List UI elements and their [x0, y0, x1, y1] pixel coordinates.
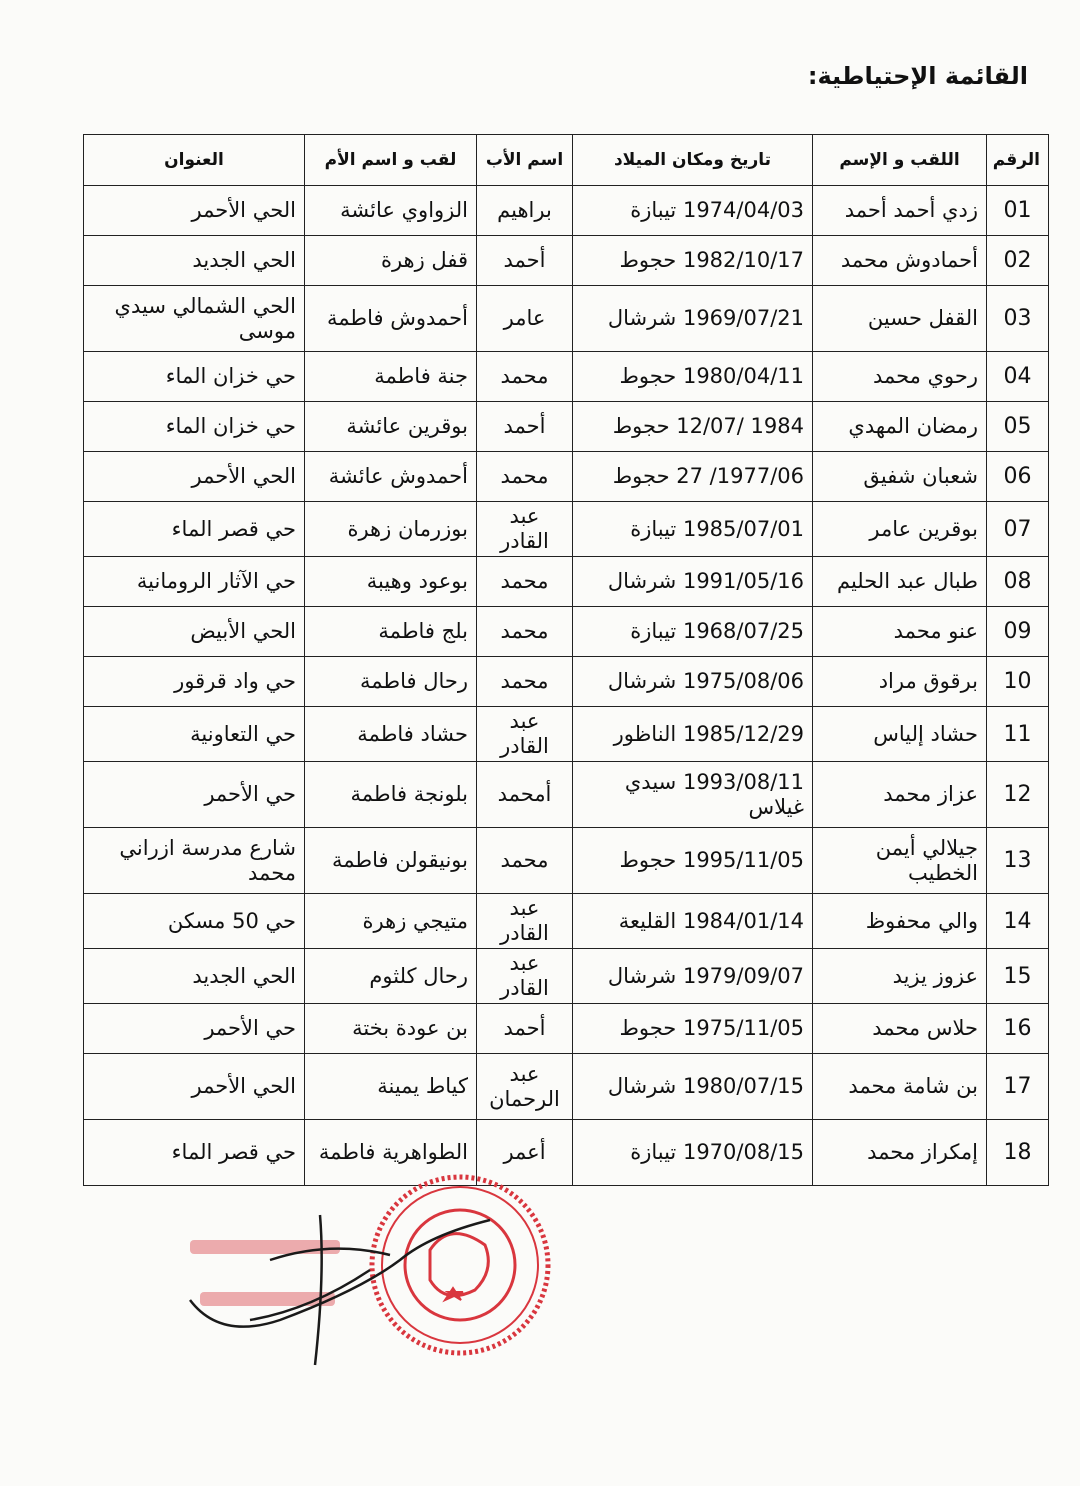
table-row [84, 286, 1049, 352]
birth-date-place: 1974/04/03 تيبازة [573, 186, 813, 236]
table-row [84, 707, 1049, 762]
father-name: أحمد [477, 236, 573, 286]
birth-date-place: 1984 /12/07 حجوط [573, 402, 813, 452]
father-name: محمد [477, 352, 573, 402]
father-name: عبد القادر [477, 949, 573, 1004]
official-seal-icon [372, 1177, 548, 1353]
row-number: 12 [987, 762, 1049, 828]
birth-date-place: 1991/05/16 شرشال [573, 557, 813, 607]
father-name: عبد القادر [477, 707, 573, 762]
address: حي واد قرقور [84, 657, 305, 707]
birth-date-place: 1980/07/15 شرشال [573, 1054, 813, 1120]
table-row [84, 949, 1049, 1004]
row-number: 11 [987, 707, 1049, 762]
mother-name: الزواوي عائشة [305, 186, 477, 236]
birth-date-place: 1993/08/11 سيدي غيلاس [573, 762, 813, 828]
mother-name: قفل زهرة [305, 236, 477, 286]
header-father: اسم الأب [477, 135, 573, 186]
mother-name: بوعود وهيبة [305, 557, 477, 607]
address: حي 50 مسكن [84, 894, 305, 949]
table-row [84, 1054, 1049, 1120]
row-number: 18 [987, 1120, 1049, 1186]
address: حي خزان الماء [84, 402, 305, 452]
birth-date-place: 1984/01/14 القليعة [573, 894, 813, 949]
mother-name: كياط يمينة [305, 1054, 477, 1120]
full-name: عزاز محمد [813, 762, 987, 828]
full-name: رحوي محمد [813, 352, 987, 402]
full-name: والي محفوظ [813, 894, 987, 949]
mother-name: جنة فاطمة [305, 352, 477, 402]
table-row [84, 607, 1049, 657]
father-name: عبد القادر [477, 502, 573, 557]
full-name: زدي أحمد أحمد [813, 186, 987, 236]
table-row [84, 502, 1049, 557]
address: الحي الأحمر [84, 186, 305, 236]
reserve-list-table [83, 134, 1049, 1186]
address: حي الأحمر [84, 1004, 305, 1054]
address: الحي الجديد [84, 236, 305, 286]
full-name: جيلالي أيمن الخطيب [813, 828, 987, 894]
mother-name: بوزرمان زهرة [305, 502, 477, 557]
father-name: محمد [477, 828, 573, 894]
mother-name: حشاد فاطمة [305, 707, 477, 762]
address: الحي الأحمر [84, 452, 305, 502]
birth-date-place: 1968/07/25 تيبازة [573, 607, 813, 657]
row-number: 02 [987, 236, 1049, 286]
full-name: رمضان المهدي [813, 402, 987, 452]
header-birth: تاريخ ومكان الميلاد [573, 135, 813, 186]
row-number: 07 [987, 502, 1049, 557]
full-name: عزوز يزيد [813, 949, 987, 1004]
row-number: 14 [987, 894, 1049, 949]
birth-date-place: 1985/12/29 الناظور [573, 707, 813, 762]
birth-date-place: 1985/07/01 تيبازة [573, 502, 813, 557]
row-number: 06 [987, 452, 1049, 502]
birth-date-place: 1979/09/07 شرشال [573, 949, 813, 1004]
full-name: بن شامة محمد [813, 1054, 987, 1120]
birth-date-place: 1970/08/15 تيبازة [573, 1120, 813, 1186]
father-name: محمد [477, 607, 573, 657]
mother-name: متيجي زهرة [305, 894, 477, 949]
birth-date-place: 1977/06/ 27 حجوط [573, 452, 813, 502]
header-name: اللقب و الإسم [813, 135, 987, 186]
row-number: 15 [987, 949, 1049, 1004]
father-name: محمد [477, 557, 573, 607]
birth-date-place: 1982/10/17 حجوط [573, 236, 813, 286]
row-number: 13 [987, 828, 1049, 894]
father-name: أمحمد [477, 762, 573, 828]
seal-and-signature [170, 1170, 590, 1380]
table-row [84, 894, 1049, 949]
table-row [84, 657, 1049, 707]
row-number: 05 [987, 402, 1049, 452]
father-name: عبد الرحمان [477, 1054, 573, 1120]
full-name: إمكراز محمد [813, 1120, 987, 1186]
address: حي الآثار الرومانية [84, 557, 305, 607]
table-row [84, 1004, 1049, 1054]
birth-date-place: 1995/11/05 حجوط [573, 828, 813, 894]
father-name: أعمر [477, 1120, 573, 1186]
table-row [84, 452, 1049, 502]
father-name: عامر [477, 286, 573, 352]
page-title: القائمة الإحتياطية: [807, 62, 1028, 90]
father-name: أحمد [477, 402, 573, 452]
mother-name: رحال كلثوم [305, 949, 477, 1004]
header-mother: لقب و اسم الأم [305, 135, 477, 186]
address: حي قصر الماء [84, 1120, 305, 1186]
address: الحي الأبيض [84, 607, 305, 657]
row-number: 08 [987, 557, 1049, 607]
mother-name: أحمدوش عائشة [305, 452, 477, 502]
table-row [84, 762, 1049, 828]
father-name: عبد القادر [477, 894, 573, 949]
address: حي التعاونية [84, 707, 305, 762]
address: حي الأحمر [84, 762, 305, 828]
mother-name: رحال فاطمة [305, 657, 477, 707]
row-number: 09 [987, 607, 1049, 657]
table-row [84, 402, 1049, 452]
address: الحي الأحمر [84, 1054, 305, 1120]
birth-date-place: 1980/04/11 حجوط [573, 352, 813, 402]
birth-date-place: 1975/08/06 شرشال [573, 657, 813, 707]
full-name: حشاد إلياس [813, 707, 987, 762]
full-name: أحمادوش محمد [813, 236, 987, 286]
birth-date-place: 1975/11/05 حجوط [573, 1004, 813, 1054]
mother-name: بن عودة بختة [305, 1004, 477, 1054]
address: شارع مدرسة ازراني محمد [84, 828, 305, 894]
address: الحي الجديد [84, 949, 305, 1004]
table-row [84, 557, 1049, 607]
row-number: 04 [987, 352, 1049, 402]
father-name: أحمد [477, 1004, 573, 1054]
birth-date-place: 1969/07/21 شرشال [573, 286, 813, 352]
header-num: الرقم [987, 135, 1049, 186]
header-address: العنوان [84, 135, 305, 186]
table-row [84, 186, 1049, 236]
father-name: محمد [477, 657, 573, 707]
full-name: برقوق مراد [813, 657, 987, 707]
table-row [84, 352, 1049, 402]
mother-name: بوقرين عائشة [305, 402, 477, 452]
row-number: 10 [987, 657, 1049, 707]
mother-name: الطواهرية فاطمة [305, 1120, 477, 1186]
address: حي خزان الماء [84, 352, 305, 402]
father-name: براهيم [477, 186, 573, 236]
mother-name: أحمدوش فاطمة [305, 286, 477, 352]
full-name: حلاس محمد [813, 1004, 987, 1054]
mother-name: بلج فاطمة [305, 607, 477, 657]
row-number: 01 [987, 186, 1049, 236]
table-row [84, 236, 1049, 286]
row-number: 17 [987, 1054, 1049, 1120]
full-name: شعبان شفيق [813, 452, 987, 502]
full-name: عنو محمد [813, 607, 987, 657]
table-row [84, 828, 1049, 894]
mother-name: بونيقولن فاطمة [305, 828, 477, 894]
full-name: طبال عبد الحليم [813, 557, 987, 607]
mother-name: بلونجة فاطمة [305, 762, 477, 828]
address: حي قصر الماء [84, 502, 305, 557]
row-number: 03 [987, 286, 1049, 352]
full-name: بوقرين عامر [813, 502, 987, 557]
row-number: 16 [987, 1004, 1049, 1054]
full-name: القفل حسين [813, 286, 987, 352]
address: الحي الشمالي سيدي موسى [84, 286, 305, 352]
header-row [84, 135, 1049, 186]
father-name: محمد [477, 452, 573, 502]
